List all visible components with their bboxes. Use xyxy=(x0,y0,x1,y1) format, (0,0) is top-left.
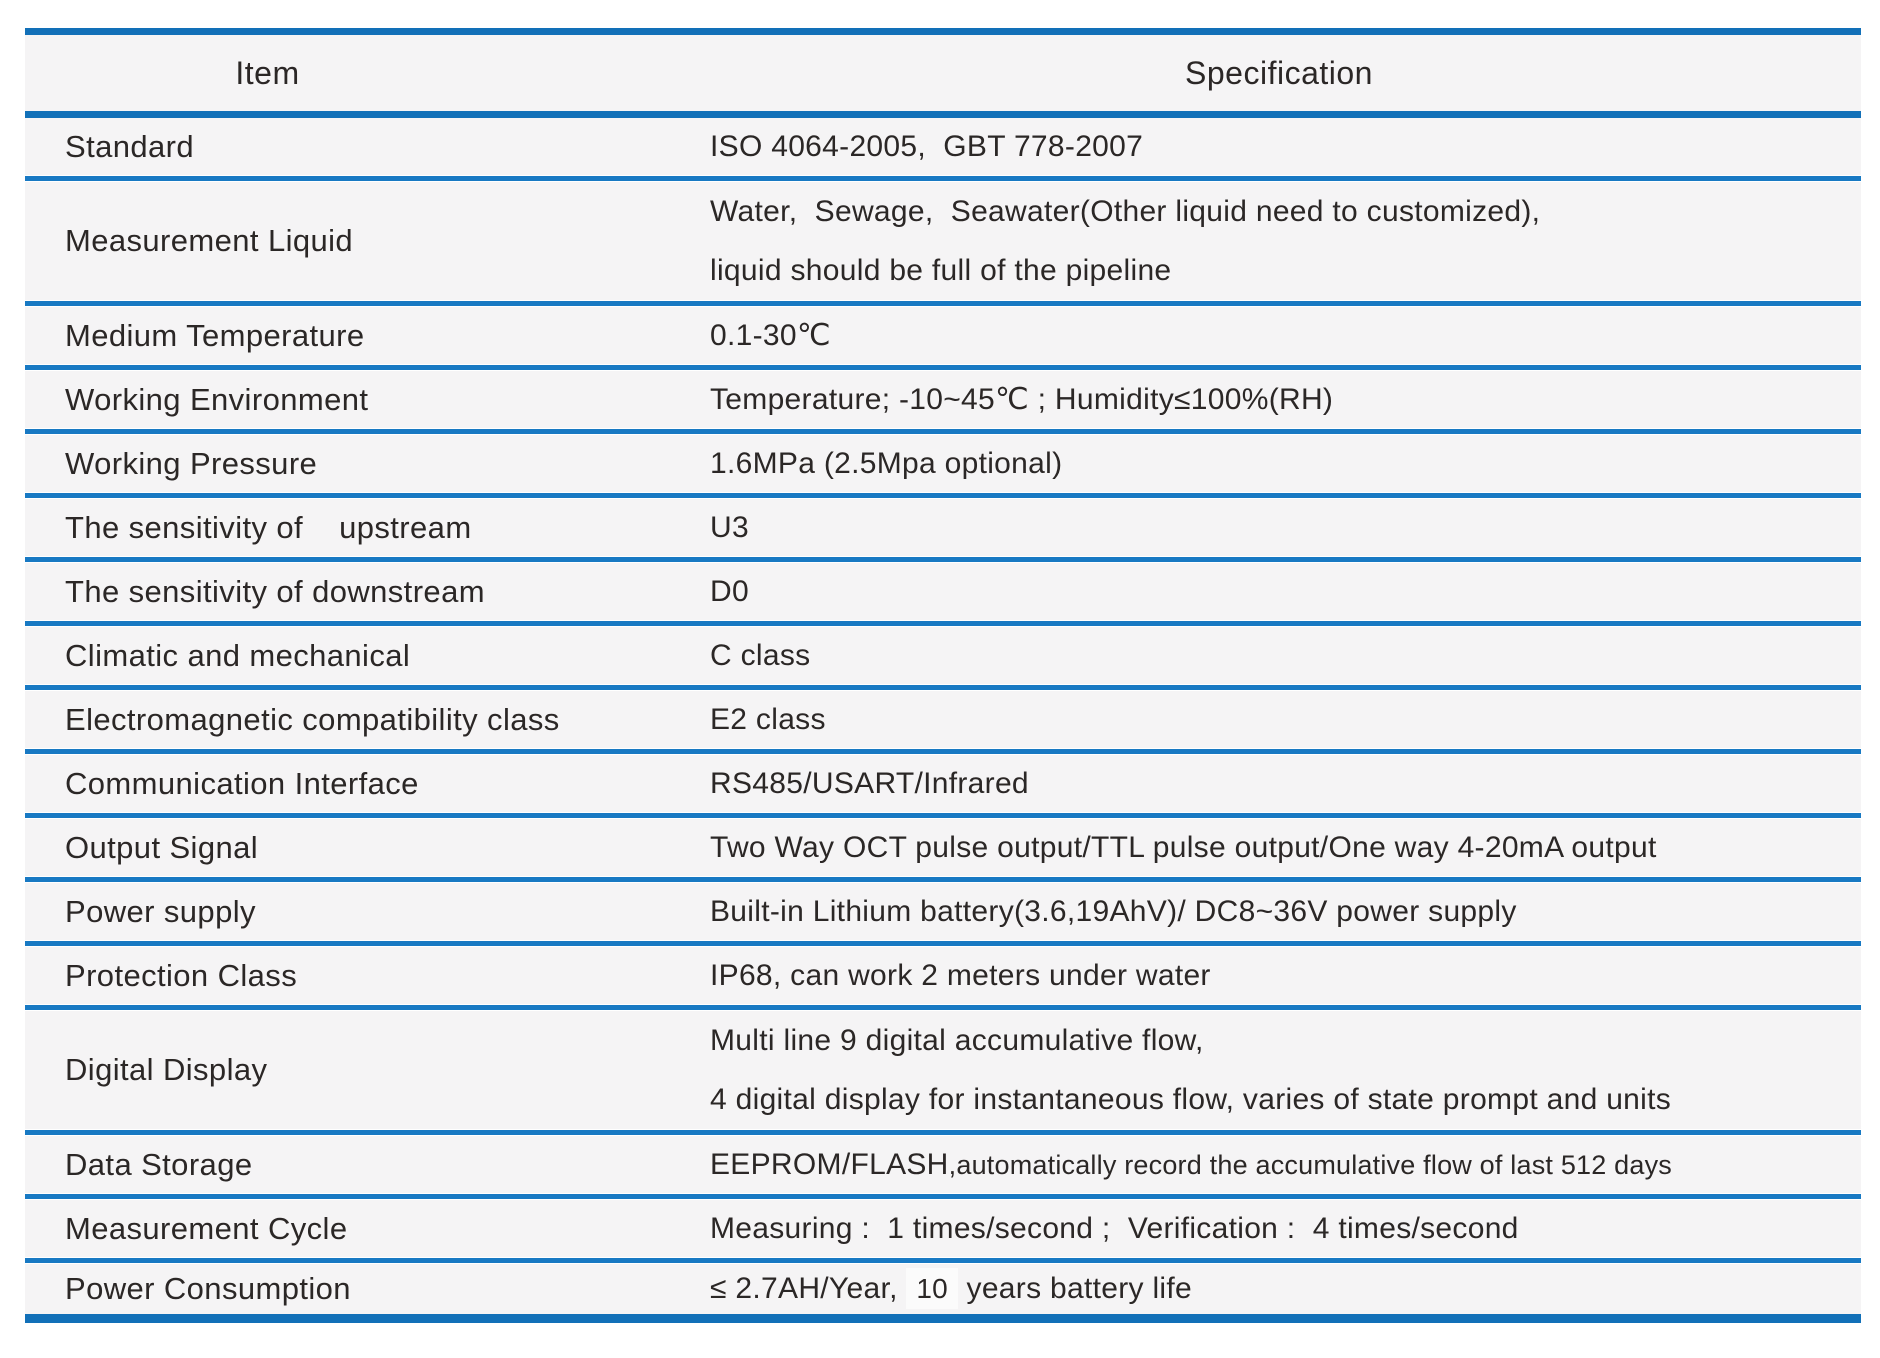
item-cell: Measurement Liquid xyxy=(65,223,354,258)
row-separator xyxy=(25,175,1861,182)
spec-text: Two Way OCT pulse output/TTL pulse output/One way 4-20mA output xyxy=(710,830,1657,864)
item-cell: Medium Temperature xyxy=(65,317,365,353)
spec-line xyxy=(710,959,1857,993)
table-row xyxy=(25,947,1861,1004)
row-separator xyxy=(25,492,1861,499)
item-cell: Communication Interface xyxy=(65,765,419,801)
table-row xyxy=(25,627,1861,684)
spec-text: liquid should be full of the pipeline xyxy=(710,254,1172,287)
spec-line xyxy=(710,1011,1857,1070)
spec-cell xyxy=(703,947,1861,1004)
item-cell: Working Pressure xyxy=(65,445,318,481)
spec-line xyxy=(710,575,1857,609)
row-separator xyxy=(25,620,1861,627)
spec-cell xyxy=(703,435,1861,492)
item-cell: Power supply xyxy=(65,893,256,929)
spec-text: U3 xyxy=(710,510,749,544)
spec-cell xyxy=(703,691,1861,748)
spec-line xyxy=(710,703,1857,737)
spec-line xyxy=(710,382,1857,417)
spec-cell xyxy=(703,1200,1861,1257)
spec-cell xyxy=(703,563,1861,620)
row-separator xyxy=(25,1257,1861,1264)
spec-text: EEPROM/FLASH xyxy=(710,1147,949,1181)
spec-cell xyxy=(703,819,1861,876)
item-cell: Measurement Cycle xyxy=(65,1210,348,1246)
spec-text: Multi line 9 digital accumulative flow, xyxy=(710,1024,1204,1057)
table-row xyxy=(25,1264,1861,1314)
spec-cell xyxy=(703,755,1861,812)
item-cell: Working Environment xyxy=(65,381,369,417)
item-cell: Output Signal xyxy=(65,829,259,865)
spec-cell xyxy=(703,118,1861,175)
table-row xyxy=(25,755,1861,812)
spec-line xyxy=(710,130,1857,164)
spec-text: 1.6MPa (2.5Mpa optional) xyxy=(710,446,1063,480)
row-separator xyxy=(25,876,1861,883)
item-cell: Data Storage xyxy=(65,1146,253,1182)
table-row xyxy=(25,118,1861,175)
spec-text: 4 digital display for instantaneous flow, varies of state prompt and units xyxy=(710,1083,1672,1116)
spec-text: years battery life xyxy=(957,1272,1193,1305)
row-separator xyxy=(25,812,1861,819)
spec-cell xyxy=(703,627,1861,684)
table-row xyxy=(25,563,1861,620)
column-header-specification: Specification xyxy=(1185,54,1373,91)
item-cell: Standard xyxy=(65,128,195,164)
spec-cell xyxy=(703,1264,1861,1314)
table-row xyxy=(25,691,1861,748)
spec-cell xyxy=(703,1136,1861,1193)
row-separator xyxy=(25,428,1861,435)
table-row xyxy=(25,1200,1861,1257)
spec-line xyxy=(710,767,1857,801)
spec-text: Measuring : 1 times/second ; Verification : 4 times/second xyxy=(710,1211,1519,1245)
table-top-border xyxy=(25,28,1861,35)
spec-text: ISO 4064-2005, GBT 778-2007 xyxy=(710,129,1144,163)
row-separator xyxy=(25,1193,1861,1200)
spec-text: ≤ 2.7AH/Year, xyxy=(710,1272,907,1305)
row-separator xyxy=(25,684,1861,691)
item-cell: Power Consumption xyxy=(65,1271,351,1306)
row-separator xyxy=(25,364,1861,371)
spec-text: E2 class xyxy=(710,702,826,736)
spec-text: ,automatically record the accumulative flow of last 512 days xyxy=(948,1149,1673,1180)
spec-line xyxy=(710,1148,1857,1182)
table-body xyxy=(25,118,1861,1314)
row-separator xyxy=(25,1129,1861,1136)
spec-cell xyxy=(703,182,1861,300)
table-row xyxy=(25,435,1861,492)
spec-cell xyxy=(703,307,1861,364)
header-separator xyxy=(25,111,1861,118)
row-separator xyxy=(25,940,1861,947)
spec-text: IP68, can work 2 meters under water xyxy=(710,958,1211,992)
spec-text: Built-in Lithium battery(3.6,19AhV)/ DC8~36V power supply xyxy=(710,894,1517,928)
item-cell: The sensitivity of downstream xyxy=(65,573,485,609)
highlighted-value: 10 xyxy=(906,1268,958,1309)
spec-line xyxy=(710,447,1857,481)
spec-line xyxy=(710,182,1857,241)
column-header-item: Item xyxy=(235,54,300,91)
item-cell: Electromagnetic compatibility class xyxy=(65,701,560,737)
item-cell: Digital Display xyxy=(65,1052,268,1087)
table-bottom-border xyxy=(25,1314,1861,1323)
spec-cell xyxy=(703,499,1861,556)
table-row xyxy=(25,182,1861,300)
spec-line xyxy=(710,895,1857,929)
row-separator xyxy=(25,556,1861,563)
spec-cell xyxy=(703,371,1861,428)
spec-text: C class xyxy=(710,638,811,672)
spec-line xyxy=(710,1212,1857,1246)
specification-table xyxy=(25,28,1861,1323)
table-row xyxy=(25,1011,1861,1129)
spec-text: RS485/USART/Infrared xyxy=(710,766,1029,800)
spec-line xyxy=(710,1272,1857,1306)
item-cell: Climatic and mechanical xyxy=(65,637,411,673)
spec-line xyxy=(710,511,1857,545)
spec-line xyxy=(710,1070,1857,1129)
table-row xyxy=(25,499,1861,556)
row-separator xyxy=(25,300,1861,307)
spec-line xyxy=(710,318,1857,353)
item-cell: Protection Class xyxy=(65,957,298,993)
spec-cell xyxy=(703,883,1861,940)
table-row xyxy=(25,883,1861,940)
spec-text: 0.1-30℃ xyxy=(710,319,831,352)
spec-text: Water, Sewage, Seawater(Other liquid need to customized), xyxy=(710,195,1541,228)
row-separator xyxy=(25,748,1861,755)
table-row xyxy=(25,371,1861,428)
table-header-row xyxy=(25,35,1861,111)
table-row xyxy=(25,1136,1861,1193)
table-row xyxy=(25,819,1861,876)
spec-line xyxy=(710,831,1857,865)
table-row xyxy=(25,307,1861,364)
row-separator xyxy=(25,1004,1861,1011)
spec-text: Temperature; -10~45℃ ; Humidity≤100%(RH) xyxy=(710,383,1334,416)
spec-line xyxy=(710,241,1857,300)
item-cell: The sensitivity of upstream xyxy=(65,509,472,545)
spec-line xyxy=(710,639,1857,673)
spec-cell xyxy=(703,1011,1861,1129)
spec-text: D0 xyxy=(710,574,749,608)
